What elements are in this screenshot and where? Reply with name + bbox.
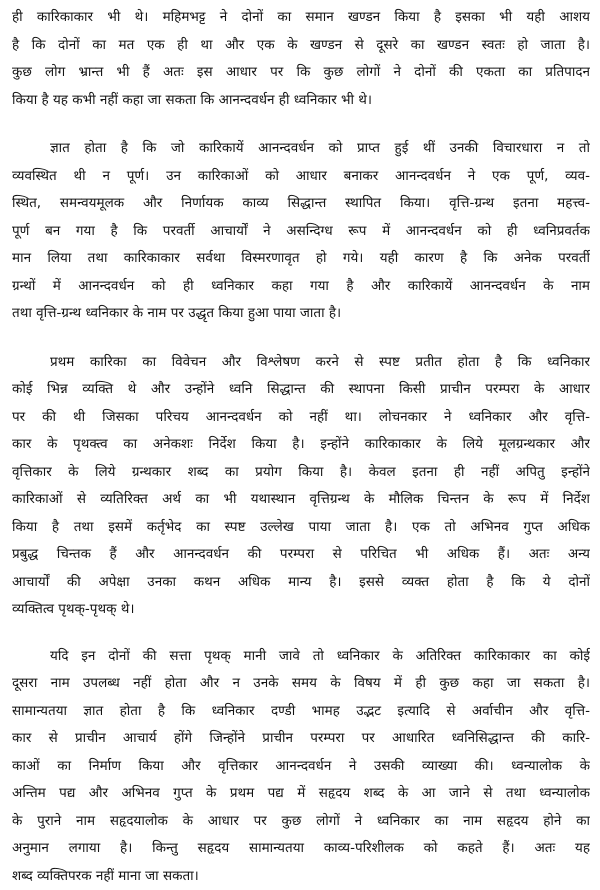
- text-line: काओं का निर्माण किया और वृत्तिकार आनन्दवर्धन ने उसकी व्याख्या की। ध्वन्यालोक के: [12, 753, 590, 781]
- text-line: कुछ लोग भ्रान्त भी हैं अतः इस आधार पर कि कुछ लोगों ने दोनों की एकता का प्रतिपादन: [12, 59, 590, 87]
- text-line: कार के पृथक्त्व का अनेकशः निर्देश किया है। इन्होंने कारिकाकार के लिये मूलग्रन्थकार और: [12, 431, 590, 459]
- paragraph-4: [12, 643, 590, 890]
- text-line: यदि इन दोनों की सत्ता पृथक् मानी जावे तो ध्वनिकार के अतिरिक्त कारिकाकार का कोई: [12, 643, 590, 671]
- text-line: ही कारिकाकार भी थे। महिमभट्ट ने दोनों का समान खण्डन किया है इसका भी यही आशय: [12, 4, 590, 32]
- text-line: ज्ञात होता है कि जो कारिकायें आनन्दवर्धन को प्राप्त हुई थीं उनकी विचारधारा न तो: [12, 135, 590, 163]
- text-line: स्थित, समन्वयमूलक और निर्णायक काव्य सिद्धान्त स्थापित किया। वृत्ति-ग्रन्थ इतना महत्त्व-: [12, 190, 590, 218]
- paragraph-2: [12, 135, 590, 328]
- text-line: शब्द व्यक्तिपरक नहीं माना जा सकता।: [12, 863, 590, 890]
- text-line: वृत्तिकार के लिये ग्रन्थकार शब्द का प्रयोग किया है। केवल इतना ही नहीं अपितु इन्होंने: [12, 459, 590, 487]
- text-line: के पुराने नाम सहृदयालोक के आधार पर कुछ लोगों ने ध्वनिकार का नाम सहृदय होने का: [12, 808, 590, 836]
- paragraph-gap: [12, 114, 590, 135]
- text-line: तथा वृत्ति-ग्रन्थ ध्वनिकार के नाम पर उद्धृत किया हुआ पाया जाता है।: [12, 300, 590, 328]
- text-line: मान लिया तथा कारिकाकार सर्वथा विस्मरणावृत हो गये। यही कारण है कि अनेक परवर्ती: [12, 245, 590, 273]
- text-line: व्यक्तित्व पृथक्-पृथक् थे।: [12, 596, 590, 624]
- text-line: सामान्यतया ज्ञात होता है कि ध्वनिकार दण्डी भामह उद्भट इत्यादि से अर्वाचीन और वृत्ति-: [12, 698, 590, 726]
- text-line: पर की थी जिसका परिचय आनन्दवर्धन को नहीं था। लोचनकार ने ध्वनिकार और वृत्ति-: [12, 404, 590, 432]
- text-line: कारिकाओं से व्यतिरिक्त अर्थ का भी यथास्थान वृत्तिग्रन्थ के मौलिक चिन्तन के रूप में निर्देश: [12, 486, 590, 514]
- text-line: व्यवस्थित थी न पूर्ण। उन कारिकाओं को आधार बनाकर आनन्दवर्धन ने एक पूर्ण, व्यव-: [12, 163, 590, 191]
- text-line: पूर्ण बन गया है कि परवर्ती आचार्यों ने असन्दिग्ध रूप में आनन्दवर्धन को ही ध्वनिप्रवर्तक: [12, 218, 590, 246]
- text-line: किया है तथा इसमें कर्तृभेद का स्पष्ट उल्लेख पाया जाता है। एक तो अभिनव गुप्त अधिक: [12, 514, 590, 542]
- text-line: किया है यह कभी नहीं कहा जा सकता कि आनन्दवर्धन ही ध्वनिकार भी थे।: [12, 87, 590, 115]
- paragraph-3: [12, 349, 590, 624]
- text-line: दूसरा नाम उपलब्ध नहीं होता और न उनके समय के विषय में ही कुछ कहा जा सकता है।: [12, 670, 590, 698]
- text-line: प्रथम कारिका का विवेचन और विश्लेषण करने से स्पष्ट प्रतीत होता है कि ध्वनिकार: [12, 349, 590, 377]
- paragraph-gap: [12, 328, 590, 349]
- text-line: ग्रन्थों में आनन्दवर्धन को ही ध्वनिकार कहा गया है और कारिकायें आनन्दवर्धन के नाम: [12, 273, 590, 301]
- text-line: कार से प्राचीन आचार्य होंगे जिन्होंने प्राचीन परम्परा पर आधारित ध्वनिसिद्धान्त की कारि-: [12, 725, 590, 753]
- text-line: आचार्यों की अपेक्षा उनका कथन अधिक मान्य है। इससे व्यक्त होता है कि ये दोनों: [12, 569, 590, 597]
- text-line: है कि दोनों का मत एक ही था और एक के खण्डन से दूसरे का खण्डन स्वतः हो जाता है।: [12, 32, 590, 60]
- text-line: कोई भिन्न व्यक्ति थे और उन्होंने ध्वनि सिद्धान्त की स्थापना किसी प्राचीन परम्परा के आधार: [12, 376, 590, 404]
- text-line: अन्तिम पद्य और अभिनव गुप्त के प्रथम पद्य में सहृदय शब्द के आ जाने से तथा ध्वन्यालोक: [12, 780, 590, 808]
- text-line: प्रबुद्ध चिन्तक हैं और आनन्दवर्धन की परम्परा से परिचित भी अधिक हैं। अतः अन्य: [12, 541, 590, 569]
- paragraph-1: [12, 4, 590, 114]
- paragraph-gap: [12, 624, 590, 643]
- text-line: अनुमान लगाया है। किन्तु सहृदय सामान्यतया काव्य-परिशीलक को कहते हैं। अतः यह: [12, 835, 590, 863]
